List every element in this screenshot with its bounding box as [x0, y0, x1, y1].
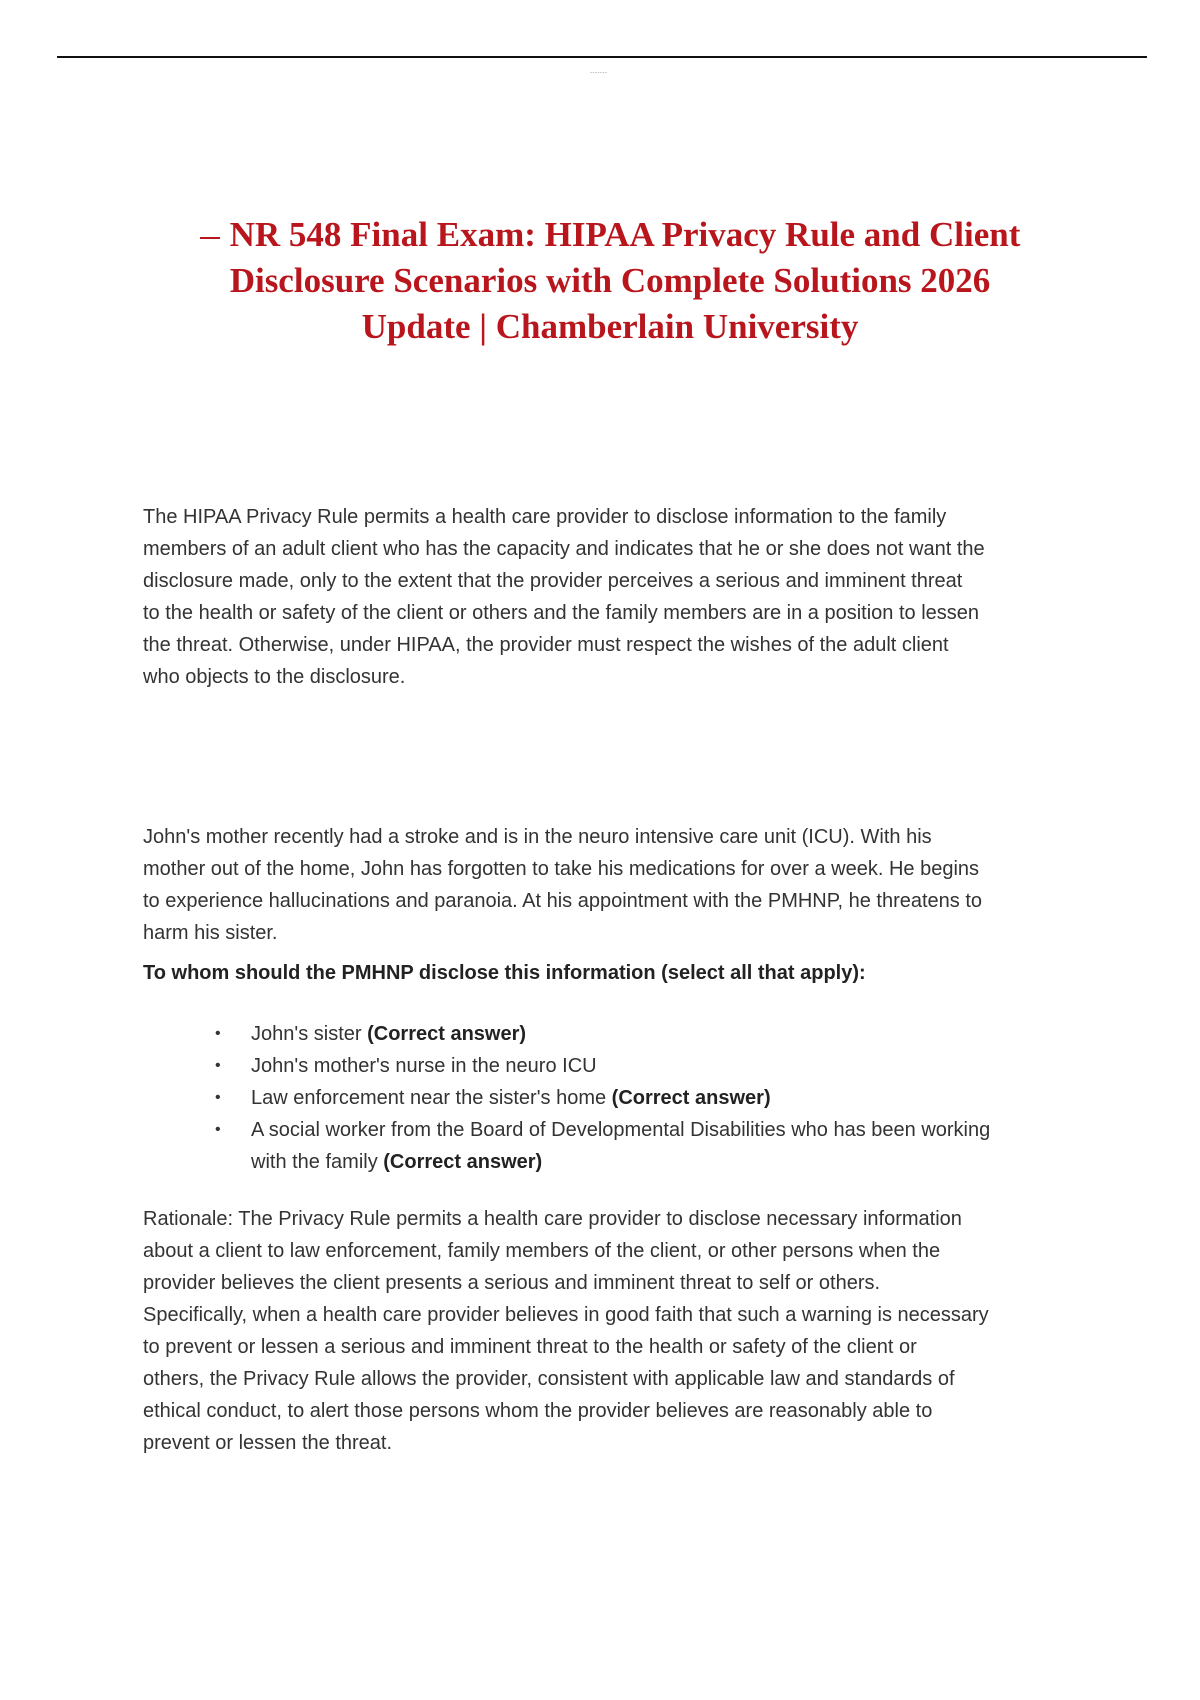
intro-line: who objects to the disclosure. — [143, 666, 406, 688]
header-rule — [57, 56, 1147, 58]
correct-answer-tag: (Correct answer) — [611, 1087, 771, 1109]
rationale-line: to prevent or lessen a serious and imminent threat to the health or safety of the client or — [143, 1336, 917, 1358]
bullet-icon: • — [215, 1121, 221, 1138]
header-mark: ------- — [590, 70, 608, 76]
intro-line: The HIPAA Privacy Rule permits a health care provider to disclose information to the family — [143, 506, 947, 528]
answer-option — [215, 1114, 1075, 1178]
title-line-3: Update | Chamberlain University — [361, 307, 859, 346]
intro-line: members of an adult client who has the capacity and indicates that he or she does not want the — [143, 538, 985, 560]
rationale-line: others, the Privacy Rule allows the provider, consistent with applicable law and standards of — [143, 1368, 955, 1390]
answer-option — [215, 1050, 1075, 1082]
option-text: John's mother's nurse in the neuro ICU — [251, 1055, 597, 1077]
intro-line: the threat. Otherwise, under HIPAA, the provider must respect the wishes of the adult client — [143, 634, 949, 656]
intro-paragraph — [143, 501, 1068, 693]
option-text: A social worker from the Board of Developmental Disabilities who has been working — [251, 1119, 991, 1141]
rationale-line: prevent or lessen the threat. — [143, 1432, 393, 1454]
bullet-icon: • — [215, 1089, 221, 1106]
intro-line: to the health or safety of the client or others and the family members are in a position to lessen — [143, 602, 980, 624]
question-prompt: To whom should the PMHNP disclose this information (select all that apply): — [143, 962, 866, 984]
answer-option — [215, 1018, 1075, 1050]
rationale-line: Rationale: The Privacy Rule permits a health care provider to disclose necessary information — [143, 1208, 962, 1230]
answer-options-list — [215, 1018, 1075, 1178]
title-line-2: Disclosure Scenarios with Complete Solutions 2026 — [229, 261, 991, 300]
title-dash-mark — [200, 237, 220, 239]
option-text: John's sister — [251, 1023, 368, 1045]
title-line-1: NR 548 Final Exam: HIPAA Privacy Rule and Client — [170, 212, 1050, 258]
option-text: Law enforcement near the sister's home — [251, 1087, 612, 1109]
answer-option — [215, 1082, 1075, 1114]
correct-answer-tag: (Correct answer) — [367, 1023, 527, 1045]
rationale-line: about a client to law enforcement, family members of the client, or other persons when the — [143, 1240, 941, 1262]
scenario-line: mother out of the home, John has forgotten to take his medications for over a week. He begins — [143, 858, 980, 880]
rationale-line: ethical conduct, to alert those persons whom the provider believes are reasonably able to — [143, 1400, 933, 1422]
scenario-line: harm his sister. — [143, 922, 278, 944]
scenario-line: John's mother recently had a stroke and is in the neuro intensive care unit (ICU). With his — [143, 826, 932, 848]
intro-line: disclosure made, only to the extent that the provider perceives a serious and imminent threat — [143, 570, 963, 592]
scenario-paragraph — [143, 821, 1068, 949]
bullet-icon: • — [215, 1025, 221, 1042]
page-title — [170, 212, 1050, 350]
rationale-line: provider believes the client presents a serious and imminent threat to self or others. — [143, 1272, 881, 1294]
correct-answer-tag: (Correct answer) — [383, 1151, 543, 1173]
scenario-line: to experience hallucinations and paranoia. At his appointment with the PMHNP, he threatens to — [143, 890, 983, 912]
bullet-icon: • — [215, 1057, 221, 1074]
rationale-paragraph — [143, 1203, 1068, 1459]
rationale-line: Specifically, when a health care provider believes in good faith that such a warning is necessary — [143, 1304, 989, 1326]
option-text-continued: with the family (Correct answer) — [251, 1151, 543, 1173]
